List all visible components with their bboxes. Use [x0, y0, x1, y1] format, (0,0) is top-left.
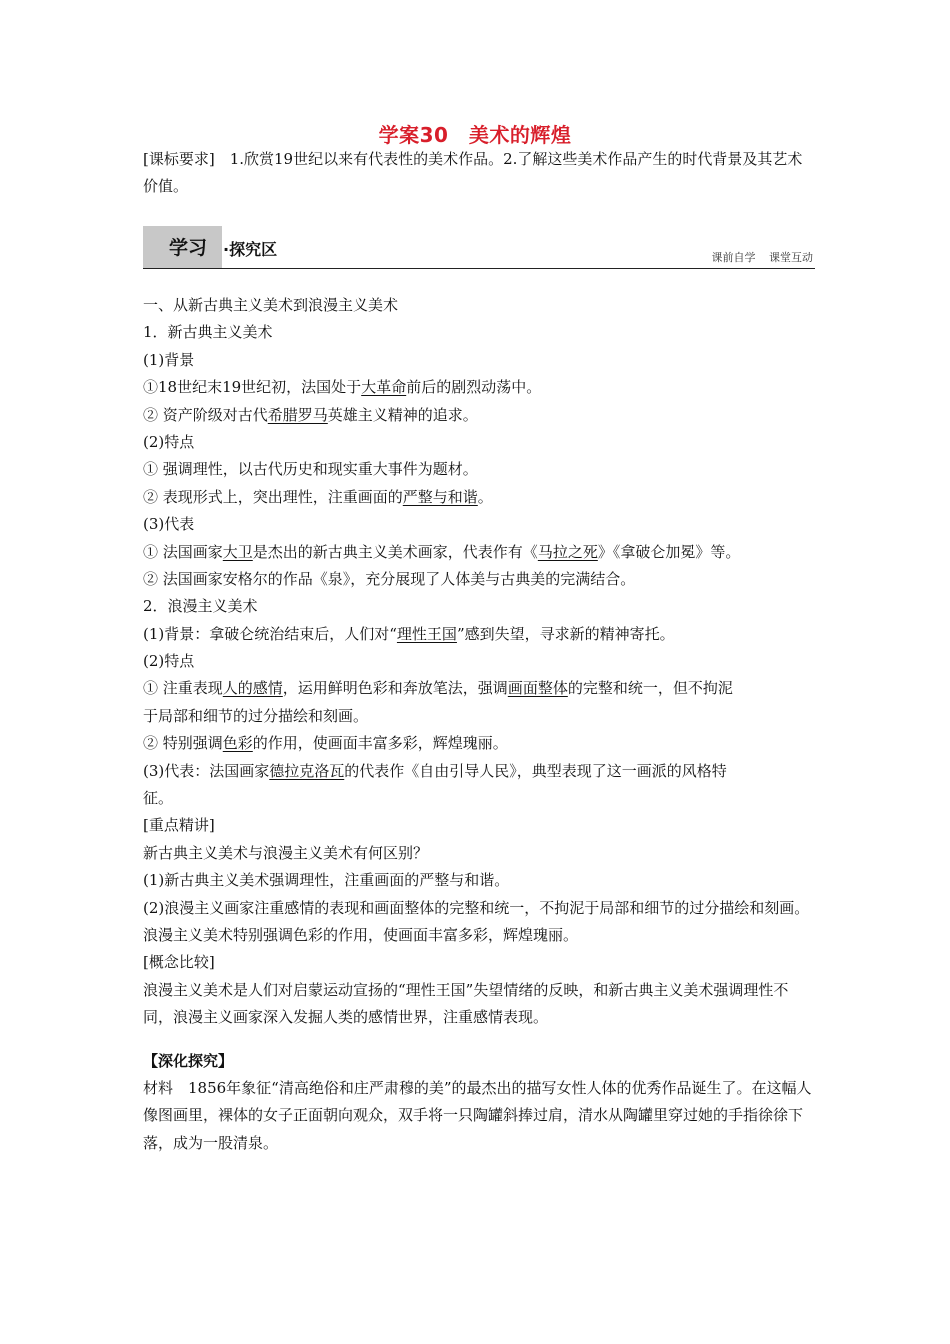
section-sub-label: ·探究区	[223, 240, 278, 259]
text-paragraph: 浪漫主义美术是人们对启蒙运动宣扬的“理性王国”失望情绪的反映，和新古典主义美术强调理性不同，浪漫主义画家深入发掘人类的感情世界，注重感情表现。	[143, 980, 789, 1027]
section-tab-label: 学习	[169, 237, 208, 259]
fill-in-answer: 希腊罗马	[267, 405, 328, 424]
fill-in-answer: 严整与和谐	[402, 487, 478, 506]
deep-inquiry-label: 【深化探究】	[143, 1051, 234, 1070]
page-title: 学案30 美术的辉煌	[378, 123, 572, 147]
text-line: ② 表现形式上，突出理性，注重画面的严整与和谐。	[143, 487, 493, 506]
fill-in-answer: 理性王国	[396, 624, 457, 643]
text-paragraph: (2)浪漫主义画家注重感情的表现和画面整体的完整和统一，不拘泥于局部和细节的过分描绘和刻画。浪漫主义美术特别强调色彩的作用，使画面丰富多彩，辉煌瑰丽。	[143, 898, 810, 944]
fill-in-answer: 德拉克洛瓦	[269, 761, 345, 780]
text-line: 于局部和细节的过分描绘和刻画。	[143, 706, 369, 725]
subheading-features-2: (2)特点	[143, 652, 195, 671]
text-line: ① 强调理性，以古代历史和现实重大事件为题材。	[143, 460, 478, 479]
text-line: ① 法国画家大卫是杰出的新古典主义美术画家，代表作有《马拉之死》《拿破仑加冕》等。	[143, 542, 741, 561]
fill-in-answer: 人的感情	[222, 679, 283, 698]
text-line: (3)代表：法国画家德拉克洛瓦的代表作《自由引导人民》，典型表现了这一画派的风格特	[143, 761, 727, 780]
text-line: ①18世纪末19世纪初，法国处于大革命前后的剧烈动荡中。	[143, 378, 542, 397]
fill-in-answer: 大革命	[361, 378, 407, 397]
text-line: (1)背景：拿破仑统治结束后，人们对“理性王国”感到失望，寻求新的精神寄托。	[143, 624, 675, 643]
text-line: ② 资产阶级对古代希腊罗马英雄主义精神的追求。	[143, 405, 478, 424]
subheading-background: (1)背景	[143, 350, 195, 369]
fill-in-answer: 色彩	[222, 734, 253, 753]
text-line: ② 特别强调色彩的作用，使画面丰富多彩，辉煌瑰丽。	[143, 734, 508, 753]
section-right-label: 课前自学 课堂互动	[711, 251, 813, 264]
text-line: 征。	[143, 789, 174, 808]
heading-romantic: 2．浪漫主义美术	[143, 597, 258, 616]
fill-in-answer: 马拉之死	[537, 542, 598, 561]
fill-in-answer: 大卫	[222, 542, 253, 561]
concept-compare-label: [概念比较]	[143, 953, 215, 972]
text-line: ② 法国画家安格尔的作品《泉》，充分展现了人体美与古典美的完满结合。	[143, 569, 636, 588]
spacer	[143, 1032, 815, 1048]
heading-neoclassical: 1．新古典主义美术	[143, 323, 273, 342]
curriculum-requirements: [课标要求] 1.欣赏19世纪以来有代表性的美术作品。2.了解这些美术作品产生的时代背景及其艺术价值。	[143, 150, 803, 195]
subheading-representatives: (3)代表	[143, 515, 195, 534]
text-line: 新古典主义美术与浪漫主义美术有何区别？	[143, 843, 429, 862]
section-header-bar	[143, 226, 815, 269]
material-paragraph: 材料 1856年象征“清高绝俗和庄严肃穆的美”的最杰出的描写女性人体的优秀作品诞生了。在这幅人像图画里，裸体的女子正面朝向观众，双手将一只陶罐斜捧过肩，清水从陶罐里穿过她的手指徐徐下落，成为一股清泉。	[143, 1079, 812, 1152]
main-content	[143, 292, 815, 1157]
text-line: (1)新古典主义美术强调理性，注重画面的严整与和谐。	[143, 871, 510, 890]
heading-1: 一、从新古典主义美术到浪漫主义美术	[143, 296, 399, 314]
fill-in-answer: 画面整体	[507, 679, 568, 698]
key-points-label: [重点精讲]	[143, 816, 215, 835]
subheading-features: (2)特点	[143, 432, 195, 451]
text-line: ① 注重表现人的感情，运用鲜明色彩和奔放笔法，强调画面整体的完整和统一，但不拘泥	[143, 679, 733, 698]
